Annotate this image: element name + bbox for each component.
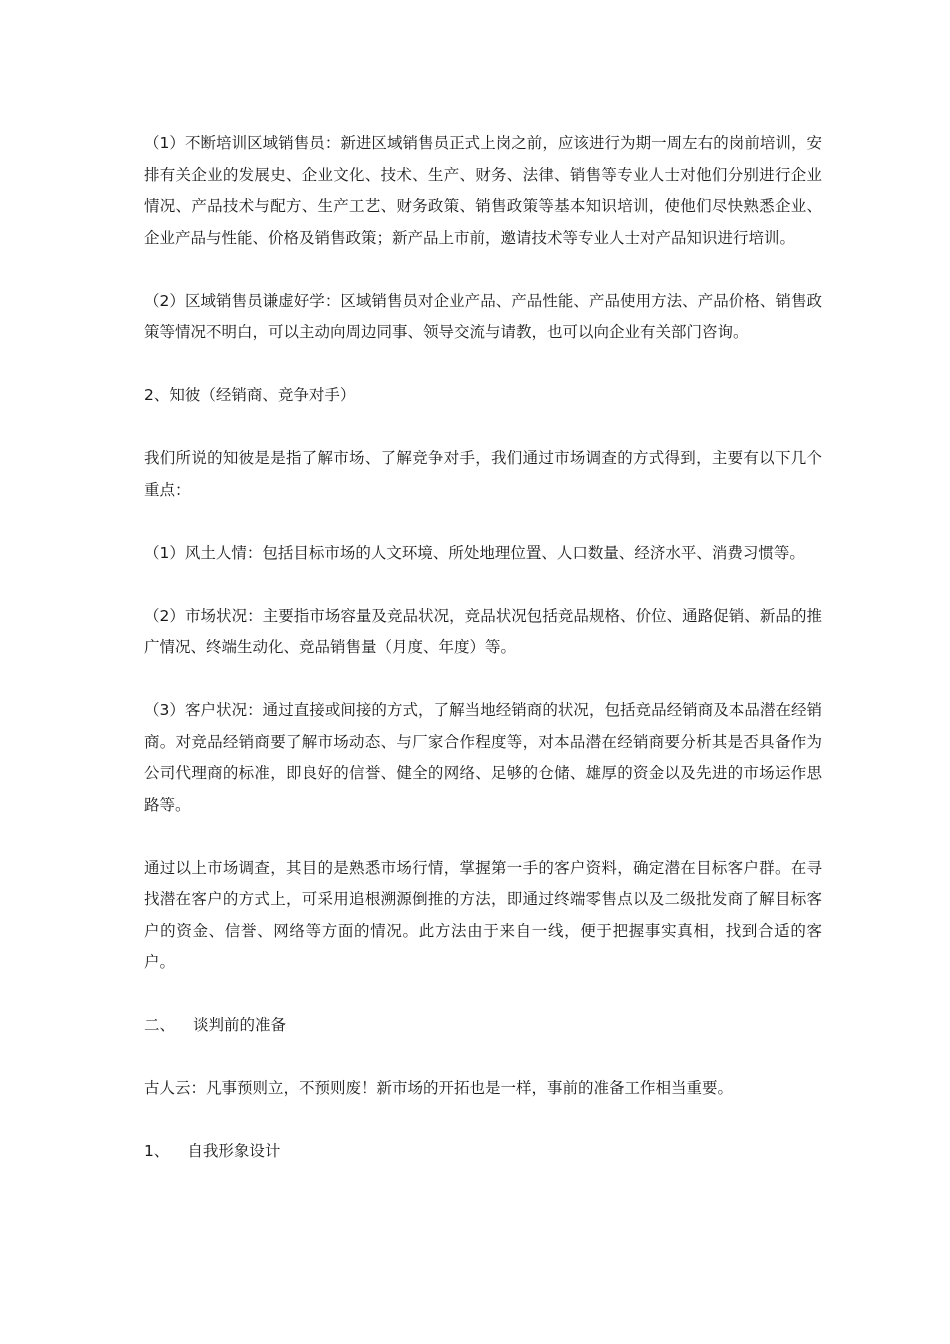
paragraph-train-sales-staff: （1）不断培训区域销售员：新进区域销售员正式上岗之前，应该进行为期一周左右的岗前培训，安排有关企业的发展史、企业文化、技术、生产、财务、法律、销售等专业人士对他们分别进行企业情况、产品技术与配方、生产工艺、财务政策、销售政策等基本知识培训，使他们尽快熟悉企业、企业产品与性能、价格及销售政策；新产品上市前，邀请技术等专业人士对产品知识进行培训。 <box>144 134 822 247</box>
paragraph-ancient-saying: 古人云：凡事预则立，不预则废！新市场的开拓也是一样，事前的准备工作相当重要。 <box>144 1079 734 1097</box>
heading-know-the-other: 2、知彼（经销商、竞争对手） <box>144 386 356 404</box>
paragraph-market-survey-summary: 通过以上市场调查，其目的是熟悉市场行情，掌握第一手的客户资料，确定潜在目标客户群。在寻找潜在客户的方式上，可采用追根溯源倒推的方法，即通过终端零售点以及二级批发商了解目标客户的资金、信誉、网络等方面的情况。此方法由于来自一线，便于把握事实真相，找到合适的客户。 <box>144 858 822 971</box>
heading-self-image-design <box>144 1136 822 1168</box>
heading-negotiation-preparation <box>144 1010 822 1042</box>
heading-number: 二、 <box>144 1016 176 1034</box>
heading-text: 自我形象设计 <box>187 1142 281 1160</box>
paragraph-know-the-other-intro: 我们所说的知彼是是指了解市场、了解竞争对手，我们通过市场调查的方式得到，主要有以下几个重点： <box>144 449 822 499</box>
paragraph-humble-learning: （2）区域销售员谦虚好学：区域销售员对企业产品、产品性能、产品使用方法、产品价格、销售政策等情况不明白，可以主动向周边同事、领导交流与请教，也可以向企业有关部门咨询。 <box>144 291 822 341</box>
document-body <box>144 128 822 1199</box>
heading-text: 谈判前的准备 <box>193 1016 287 1034</box>
paragraph-local-customs: （1）风土人情：包括目标市场的人文环境、所处地理位置、人口数量、经济水平、消费习惯等。 <box>144 543 805 562</box>
paragraph-market-status: （2）市场状况：主要指市场容量及竞品状况，竞品状况包括竞品规格、价位、通路促销、新品的推广情况、终端生动化、竞品销售量（月度、年度）等。 <box>144 606 822 656</box>
heading-number: 1、 <box>144 1142 170 1160</box>
paragraph-customer-status: （3）客户状况：通过直接或间接的方式，了解当地经销商的状况，包括竞品经销商及本品潜在经销商。对竞品经销商要了解市场动态、与厂家合作程度等，对本品潜在经销商要分析其是否具备作为公司代理商的标准，即良好的信誉、健全的网络、足够的仓储、雄厚的资金以及先进的市场运作思路等。 <box>144 701 822 814</box>
